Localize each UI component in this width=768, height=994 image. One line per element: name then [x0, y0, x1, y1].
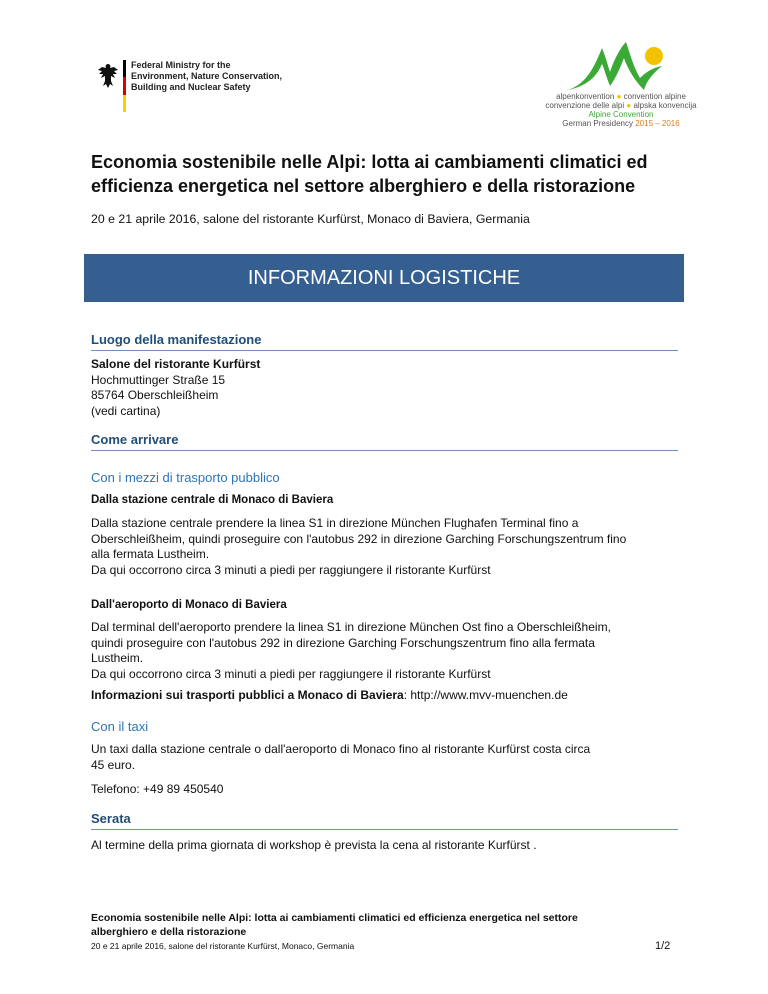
- transport-info: [91, 688, 681, 704]
- venue-street: Hochmuttinger Straße 15: [91, 372, 226, 387]
- taxi-phone: Telefono: +49 89 450540: [91, 782, 224, 796]
- directions-line: Da qui occorrono circa 3 minuti a piedi per raggiungere il ristorante Kurfürst: [91, 666, 491, 681]
- transport-info-url[interactable]: : http://www.mvv-muenchen.de: [403, 688, 568, 702]
- heading-serata: Serata: [91, 811, 678, 830]
- alpine-convention-logo: [536, 38, 706, 133]
- serata-text: Al termine della prima giornata di workshop è prevista la cena al ristorante Kurfürst .: [91, 838, 537, 852]
- alpine-line-4: [536, 119, 706, 128]
- footer-title: Economia sostenibile nelle Alpi: lotta ai cambiamenti climatici ed efficienza energetica nel settore alberghiero e della ristorazione: [91, 912, 578, 938]
- transport-info-label: Informazioni sui trasporti pubblici a Monaco di Baviera: [91, 688, 404, 702]
- heading-from-airport: Dall'aeroporto di Monaco di Baviera: [91, 599, 287, 611]
- alpine-line-2: [536, 101, 706, 110]
- dot-icon: ●: [616, 92, 622, 101]
- ministry-name: [131, 60, 282, 93]
- heading-public-transport: Con i mezzi di trasporto pubblico: [91, 470, 280, 485]
- directions-line: Oberschleißheim, quindi proseguire con l'autobus 292 in direzione Garching Forschungszentrum fino: [91, 531, 627, 546]
- event-date-location: 20 e 21 aprile 2016, salone del ristorante Kurfürst, Monaco di Baviera, Germania: [91, 212, 530, 226]
- german-flag-bar: [123, 60, 126, 112]
- directions-line: Dalla stazione centrale prendere la linea S1 in direzione München Flughafen Terminal fino a: [91, 516, 579, 530]
- heading-arrivare: Come arrivare: [91, 432, 678, 451]
- taxi-info: [91, 742, 681, 773]
- heading-from-station: Dalla stazione centrale di Monaco di Baviera: [91, 494, 334, 506]
- venue-map-note: (vedi cartina): [91, 403, 161, 418]
- ministry-line: Building and Nuclear Safety: [131, 82, 251, 92]
- directions-line: Da qui occorrono circa 3 minuti a piedi per raggiungere il ristorante Kurfürst: [91, 562, 491, 577]
- directions-line: Dal terminal dell'aeroporto prendere la linea S1 in direzione München Ost fino a Oberschleißheim,: [91, 620, 611, 634]
- ministry-line: Environment, Nature Conservation,: [131, 71, 283, 81]
- ministry-logo: [96, 60, 296, 120]
- venue-address: [91, 357, 681, 419]
- alpine-text-sl: alpska konvencija: [633, 101, 697, 110]
- alpine-line-3: Alpine Convention: [588, 110, 654, 119]
- alpine-text-it: convenzione delle alpi: [545, 101, 625, 110]
- presidency-label: German Presidency: [562, 119, 633, 128]
- footer-subtitle: 20 e 21 aprile 2016, salone del ristorante Kurfürst, Monaco, Germania: [91, 941, 355, 951]
- directions-line: alla fermata Lustheim.: [91, 547, 210, 561]
- mountain-icon: [566, 38, 676, 92]
- presidency-years: 2015 – 2016: [635, 119, 680, 128]
- directions-line: quindi proseguire con l'autobus 292 in direzione Garching Forschungszentrum fino alla fermata: [91, 635, 595, 650]
- venue-name: Salone del ristorante Kurfürst: [91, 357, 261, 371]
- taxi-line: Un taxi dalla stazione centrale o dall'aeroporto di Monaco fino al ristorante Kurfürst costa circa: [91, 742, 591, 756]
- heading-taxi: Con il taxi: [91, 719, 149, 734]
- directions-line: Lustheim.: [91, 651, 144, 665]
- station-directions: [91, 516, 681, 578]
- ministry-line: Federal Ministry for the: [131, 60, 231, 70]
- venue-city: 85764 Oberschleißheim: [91, 388, 219, 402]
- heading-luogo: Luogo della manifestazione: [91, 332, 678, 351]
- alpine-line-1: [536, 92, 706, 101]
- federal-eagle-icon: [96, 62, 120, 90]
- alpine-text-de: alpenkonvention: [556, 92, 615, 101]
- airport-directions: [91, 620, 681, 682]
- alpine-text-fr: convention alpine: [623, 92, 686, 101]
- dot-icon: ●: [626, 101, 632, 110]
- taxi-line: 45 euro.: [91, 757, 136, 772]
- section-banner: INFORMAZIONI LOGISTICHE: [84, 254, 684, 302]
- page-title: Economia sostenibile nelle Alpi: lotta ai cambiamenti climatici ed efficienza energetica nel settore alberghiero e della ristorazione: [91, 152, 648, 196]
- page-number: 1/2: [655, 940, 671, 952]
